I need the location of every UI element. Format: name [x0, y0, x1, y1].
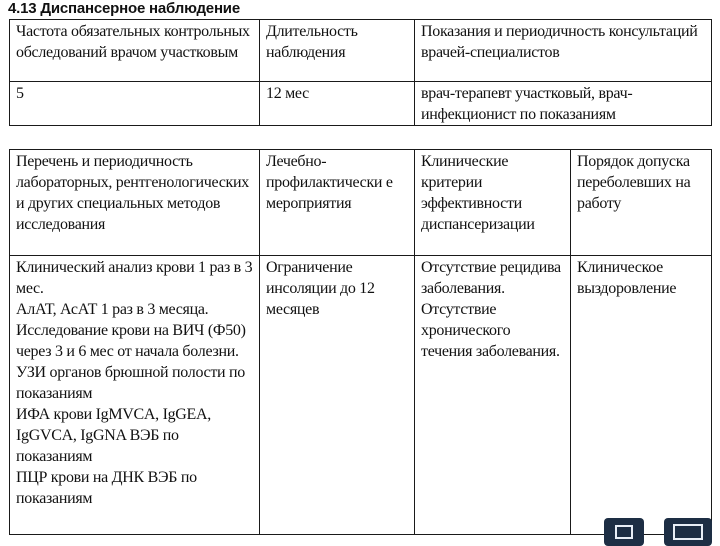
header-cell: Показания и периодичность консультаций врачей-специалистов [415, 20, 712, 82]
section-heading: 4.13 Диспансерное наблюдение [8, 0, 240, 17]
method-line: Исследование крови на ВИЧ (Ф50) через 3 и 6 мес от начала болезни. [16, 322, 246, 360]
admission-cell: Клиническое выздоровление [571, 256, 712, 535]
methods-cell [10, 256, 260, 535]
methods-table [9, 149, 712, 535]
home-button[interactable] [604, 518, 644, 546]
method-line: УЗИ органов брюшной полости по показаниям [16, 364, 245, 402]
method-line: ПЦР крови на ДНК ВЭБ по показаниям [16, 469, 197, 507]
method-line: ИФА крови IgMVCA, IgGEA, IgGVCA, IgGNA ВЭБ по показаниям [16, 406, 211, 465]
header-cell: Клинические критерии эффективности диспансеризации [415, 150, 571, 256]
method-line: Клинический анализ крови 1 раз в 3 мес. [16, 259, 253, 297]
value-cell: 12 мес [260, 82, 415, 126]
table-row [10, 20, 712, 82]
header-cell: Перечень и периодичность лабораторных, рентгенологических и других специальных методов исследования [10, 150, 260, 256]
screen-button[interactable] [664, 518, 712, 546]
method-line: АлАТ, АсАТ 1 раз в 3 месяца. [16, 301, 209, 318]
value-cell: врач-терапевт участковый, врач-инфекционист по показаниям [415, 82, 712, 126]
table-row [10, 150, 712, 256]
value-cell: 5 [10, 82, 260, 126]
header-cell: Длительность наблюдения [260, 20, 415, 82]
header-cell: Лечебно-профилактически е мероприятия [260, 150, 415, 256]
measures-cell: Ограничение инсоляции до 12 месяцев [260, 256, 415, 535]
header-cell: Порядок допуска переболевших на работу [571, 150, 712, 256]
criteria-line: Отсутствие рецидива заболевания. [421, 259, 561, 297]
criteria-line: Отсутствие хронического течения заболевания. [421, 301, 560, 360]
table-row [10, 256, 712, 535]
table-row [10, 82, 712, 126]
screen-icon [673, 524, 703, 540]
header-cell: Частота обязательных контрольных обследований врачом участковым [10, 20, 260, 82]
criteria-cell [415, 256, 571, 535]
home-icon [615, 525, 633, 539]
observation-table [9, 19, 712, 126]
